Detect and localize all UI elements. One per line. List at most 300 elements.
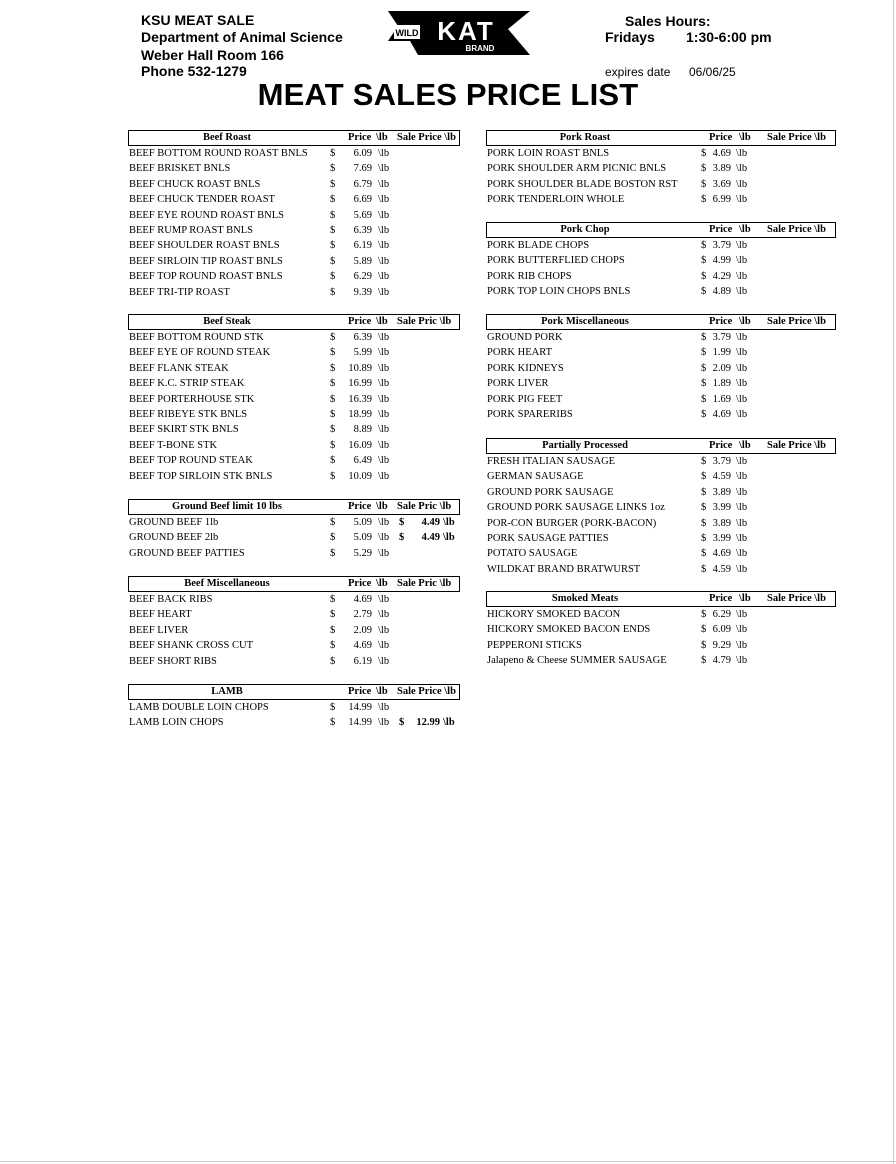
price-row bbox=[486, 345, 836, 360]
item-price: 6.69 bbox=[353, 194, 372, 206]
price-currency: $ bbox=[330, 393, 336, 405]
section-title: Pork Miscellaneous bbox=[541, 316, 629, 327]
price-currency: $ bbox=[701, 378, 707, 390]
item-name: GROUND PORK SAUSAGE bbox=[487, 486, 614, 498]
price-unit: \lb bbox=[736, 163, 748, 175]
price-row bbox=[128, 345, 460, 360]
unit-column-header: \lb bbox=[739, 316, 751, 327]
price-row bbox=[486, 330, 836, 345]
price-row bbox=[486, 546, 836, 561]
price-unit: \lb bbox=[378, 271, 390, 283]
price-currency: $ bbox=[330, 194, 336, 206]
price-column-header: Price bbox=[709, 224, 733, 235]
price-unit: \lb bbox=[378, 209, 390, 221]
item-name: FRESH ITALIAN SAUSAGE bbox=[487, 456, 616, 467]
section-title: Beef Miscellaneous bbox=[184, 578, 270, 589]
item-price: 1.69 bbox=[712, 393, 731, 405]
price-currency: $ bbox=[330, 594, 336, 605]
price-unit: \lb bbox=[736, 378, 748, 390]
item-price: 1.89 bbox=[712, 378, 731, 390]
item-name: BEEF PORTERHOUSE STK bbox=[129, 393, 255, 405]
price-currency: $ bbox=[330, 362, 336, 374]
item-name: PORK SAUSAGE PATTIES bbox=[487, 532, 609, 544]
header-phone: Phone 532-1279 bbox=[141, 63, 247, 79]
item-name: POTATO SAUSAGE bbox=[487, 548, 578, 560]
price-unit: \lb bbox=[378, 517, 390, 528]
section-title: Partially Processed bbox=[542, 440, 628, 451]
price-currency: $ bbox=[701, 408, 707, 420]
price-currency: $ bbox=[701, 332, 707, 343]
price-unit: \lb bbox=[378, 532, 390, 544]
sale-price: 4.49 bbox=[421, 517, 440, 528]
unit-column-header: \lb bbox=[739, 440, 751, 451]
price-currency: $ bbox=[701, 347, 707, 359]
price-unit: \lb bbox=[736, 270, 748, 282]
price-unit: \lb bbox=[378, 194, 390, 206]
header-org-name: KSU MEAT SALE bbox=[141, 12, 255, 28]
item-name: PORK RIB CHOPS bbox=[487, 270, 572, 282]
section-beef-roast bbox=[128, 130, 460, 300]
price-unit: \lb bbox=[378, 332, 390, 343]
unit-column-header: \lb bbox=[376, 316, 388, 327]
section-header bbox=[128, 499, 460, 515]
price-unit: \lb bbox=[378, 609, 390, 621]
item-name: GROUND PORK SAUSAGE LINKS 1oz bbox=[487, 502, 665, 514]
price-row bbox=[128, 530, 460, 545]
sale-unit: \lb bbox=[443, 717, 455, 729]
item-price: 3.89 bbox=[712, 163, 731, 175]
item-price: 9.39 bbox=[353, 286, 372, 298]
price-currency: $ bbox=[701, 148, 707, 159]
item-price: 5.29 bbox=[353, 547, 372, 559]
item-price: 10.89 bbox=[348, 362, 372, 374]
price-currency: $ bbox=[330, 224, 336, 236]
item-name: BEEF T-BONE STK bbox=[129, 439, 218, 451]
sale-price-column-header: Sale Pric \lb bbox=[397, 578, 452, 589]
item-price: 16.99 bbox=[348, 378, 372, 390]
price-row bbox=[128, 407, 460, 422]
item-name: BEEF TOP SIRLOIN STK BNLS bbox=[129, 470, 273, 482]
price-row bbox=[128, 285, 460, 300]
price-currency: $ bbox=[330, 655, 336, 667]
price-row bbox=[128, 422, 460, 437]
item-name: BEEF LIVER bbox=[129, 624, 189, 636]
price-unit: \lb bbox=[378, 455, 390, 467]
price-column-header: Price bbox=[348, 686, 372, 697]
price-unit: \lb bbox=[736, 332, 748, 343]
item-price: 6.79 bbox=[353, 178, 372, 190]
item-name: PORK TENDERLOIN WHOLE bbox=[487, 194, 625, 206]
price-currency: $ bbox=[701, 393, 707, 405]
section-title: Smoked Meats bbox=[551, 593, 619, 604]
item-price: 2.09 bbox=[353, 624, 372, 636]
price-unit: \lb bbox=[378, 347, 390, 359]
item-price: 2.79 bbox=[353, 609, 372, 621]
price-currency: $ bbox=[330, 286, 336, 298]
item-price: 4.59 bbox=[712, 563, 731, 575]
price-row bbox=[486, 192, 836, 207]
price-currency: $ bbox=[330, 332, 336, 343]
price-row bbox=[486, 161, 836, 176]
price-row bbox=[486, 516, 836, 531]
price-row bbox=[128, 546, 460, 561]
item-name: PORK LIVER bbox=[487, 378, 549, 390]
price-currency: $ bbox=[330, 547, 336, 559]
price-row bbox=[486, 376, 836, 391]
item-name: PORK SHOULDER BLADE BOSTON RST bbox=[487, 178, 678, 190]
price-currency: $ bbox=[701, 178, 707, 190]
item-name: BEEF K.C. STRIP STEAK bbox=[129, 378, 245, 390]
header-room: Weber Hall Room 166 bbox=[141, 47, 284, 63]
price-currency: $ bbox=[330, 408, 336, 420]
price-currency: $ bbox=[330, 424, 336, 436]
price-unit: \lb bbox=[736, 178, 748, 190]
page-edge-bottom bbox=[0, 1161, 896, 1162]
item-name: BEEF SIRLOIN TIP ROAST BNLS bbox=[129, 255, 283, 267]
price-unit: \lb bbox=[378, 178, 390, 190]
section-header bbox=[486, 130, 836, 146]
item-name: PORK HEART bbox=[487, 347, 552, 359]
price-unit: \lb bbox=[736, 286, 748, 298]
section-lamb bbox=[128, 684, 460, 731]
sale-price-column-header: Sale Price \lb bbox=[767, 440, 826, 451]
price-currency: $ bbox=[330, 717, 336, 729]
price-row bbox=[486, 638, 836, 653]
price-row bbox=[128, 161, 460, 176]
unit-column-header: \lb bbox=[376, 686, 388, 697]
price-row bbox=[486, 146, 836, 161]
item-price: 6.19 bbox=[353, 655, 372, 667]
price-row bbox=[486, 562, 836, 577]
price-unit: \lb bbox=[736, 393, 748, 405]
price-row bbox=[486, 284, 836, 299]
sales-hours-label: Sales Hours: bbox=[625, 13, 711, 29]
item-name: GROUND BEEF 1lb bbox=[129, 517, 219, 528]
item-name: GROUND PORK bbox=[487, 332, 563, 343]
section-title: Beef Roast bbox=[202, 132, 252, 143]
item-name: BEEF TOP ROUND ROAST BNLS bbox=[129, 271, 283, 283]
section-header bbox=[486, 591, 836, 607]
item-price: 5.09 bbox=[353, 517, 372, 528]
price-unit: \lb bbox=[378, 148, 390, 159]
logo-kat-text: KAT bbox=[437, 16, 495, 46]
item-name: LAMB DOUBLE LOIN CHOPS bbox=[129, 702, 269, 713]
item-name: LAMB LOIN CHOPS bbox=[129, 717, 224, 729]
price-column-header: Price bbox=[348, 132, 372, 143]
price-unit: \lb bbox=[378, 163, 390, 175]
item-price: 5.99 bbox=[353, 347, 372, 359]
wildkat-brand-logo bbox=[388, 11, 530, 55]
section-header bbox=[128, 576, 460, 592]
page-edge-right bbox=[893, 0, 894, 1164]
item-name: BEEF HEART bbox=[129, 609, 192, 621]
price-unit: \lb bbox=[736, 347, 748, 359]
logo-wild-text: WILD bbox=[395, 28, 419, 38]
section-pork-roast bbox=[486, 130, 836, 208]
item-price: 4.69 bbox=[353, 640, 372, 652]
price-unit: \lb bbox=[378, 439, 390, 451]
item-price: 3.79 bbox=[712, 240, 731, 251]
item-name: GROUND BEEF 2lb bbox=[129, 532, 219, 544]
item-price: 16.09 bbox=[348, 439, 372, 451]
price-row bbox=[128, 515, 460, 530]
price-row bbox=[486, 622, 836, 637]
item-price: 4.69 bbox=[353, 594, 372, 605]
price-row bbox=[128, 330, 460, 345]
item-price: 4.59 bbox=[712, 471, 731, 483]
price-row bbox=[128, 592, 460, 607]
item-price: 14.99 bbox=[348, 702, 372, 713]
item-name: PORK KIDNEYS bbox=[487, 362, 564, 374]
price-unit: \lb bbox=[378, 393, 390, 405]
price-unit: \lb bbox=[378, 362, 390, 374]
sale-currency: $ bbox=[399, 517, 405, 528]
sale-currency: $ bbox=[399, 717, 405, 729]
price-currency: $ bbox=[701, 194, 707, 206]
price-unit: \lb bbox=[736, 639, 748, 651]
price-row bbox=[128, 392, 460, 407]
price-currency: $ bbox=[701, 639, 707, 651]
item-price: 5.09 bbox=[353, 532, 372, 544]
sales-hours-day: Fridays bbox=[605, 29, 655, 45]
unit-column-header: \lb bbox=[376, 501, 388, 512]
item-name: BEEF SHORT RIBS bbox=[129, 655, 217, 667]
item-price: 6.09 bbox=[353, 148, 372, 159]
price-unit: \lb bbox=[378, 470, 390, 482]
price-currency: $ bbox=[701, 270, 707, 282]
price-currency: $ bbox=[701, 456, 707, 467]
price-row bbox=[128, 638, 460, 653]
section-pork-misc bbox=[486, 314, 836, 422]
price-currency: $ bbox=[701, 362, 707, 374]
item-name: HICKORY SMOKED BACON bbox=[487, 609, 621, 620]
item-price: 4.69 bbox=[712, 548, 731, 560]
item-price: 10.09 bbox=[348, 470, 372, 482]
price-currency: $ bbox=[330, 517, 336, 528]
item-price: 8.89 bbox=[353, 424, 372, 436]
price-unit: \lb bbox=[736, 408, 748, 420]
expires-label: expires date bbox=[605, 65, 671, 79]
price-currency: $ bbox=[701, 655, 707, 667]
price-currency: $ bbox=[330, 640, 336, 652]
sale-currency: $ bbox=[399, 532, 405, 544]
price-column-header: Price bbox=[348, 316, 372, 327]
price-currency: $ bbox=[701, 471, 707, 483]
item-name: BEEF BACK RIBS bbox=[129, 594, 213, 605]
price-row bbox=[128, 269, 460, 284]
item-price: 14.99 bbox=[348, 717, 372, 729]
item-name: BEEF SHOULDER ROAST BNLS bbox=[129, 240, 280, 252]
price-column-header: Price bbox=[709, 316, 733, 327]
price-unit: \lb bbox=[736, 194, 748, 206]
unit-column-header: \lb bbox=[739, 132, 751, 143]
price-currency: $ bbox=[701, 532, 707, 544]
price-column-header: Price bbox=[709, 593, 733, 604]
price-row bbox=[128, 254, 460, 269]
price-unit: \lb bbox=[378, 240, 390, 252]
item-price: 6.29 bbox=[353, 271, 372, 283]
price-row bbox=[128, 469, 460, 484]
price-currency: $ bbox=[330, 209, 336, 221]
logo-brand-text: BRAND bbox=[465, 44, 495, 53]
item-name: PORK PIG FEET bbox=[487, 393, 563, 405]
section-pork-chop bbox=[486, 222, 836, 300]
price-unit: \lb bbox=[736, 362, 748, 374]
price-unit: \lb bbox=[736, 563, 748, 575]
price-row bbox=[128, 177, 460, 192]
item-price: 6.99 bbox=[712, 194, 731, 206]
price-row bbox=[486, 454, 836, 469]
item-price: 4.79 bbox=[712, 655, 731, 667]
item-name: HICKORY SMOKED BACON ENDS bbox=[487, 624, 651, 636]
item-name: BEEF RUMP ROAST BNLS bbox=[129, 224, 253, 236]
price-unit: \lb bbox=[378, 408, 390, 420]
price-row bbox=[486, 392, 836, 407]
sale-price-column-header: Sale Pric \lb bbox=[397, 501, 452, 512]
price-row bbox=[128, 453, 460, 468]
price-row bbox=[128, 715, 460, 730]
item-price: 9.29 bbox=[712, 639, 731, 651]
item-name: PORK SHOULDER ARM PICNIC BNLS bbox=[487, 163, 667, 175]
item-name: WILDKAT BRAND BRATWURST bbox=[487, 563, 641, 575]
item-price: 4.69 bbox=[712, 148, 731, 159]
item-name: BEEF TRI-TIP ROAST bbox=[129, 286, 230, 298]
item-name: PORK LOIN ROAST BNLS bbox=[487, 148, 610, 159]
price-currency: $ bbox=[701, 486, 707, 498]
price-row bbox=[486, 500, 836, 515]
item-name: GERMAN SAUSAGE bbox=[487, 471, 584, 483]
price-unit: \lb bbox=[378, 702, 390, 713]
price-unit: \lb bbox=[736, 240, 748, 251]
price-unit: \lb bbox=[736, 655, 748, 667]
price-unit: \lb bbox=[378, 378, 390, 390]
item-price: 6.49 bbox=[353, 455, 372, 467]
price-unit: \lb bbox=[378, 624, 390, 636]
sale-unit: \lb bbox=[443, 532, 455, 544]
price-currency: $ bbox=[701, 563, 707, 575]
price-row bbox=[486, 238, 836, 253]
item-name: POR-CON BURGER (PORK-BACON) bbox=[487, 517, 657, 529]
item-price: 7.69 bbox=[353, 163, 372, 175]
item-name: PORK TOP LOIN CHOPS BNLS bbox=[487, 286, 631, 298]
price-currency: $ bbox=[701, 255, 707, 267]
sale-price-column-header: Sale Price \lb bbox=[397, 686, 456, 697]
price-unit: \lb bbox=[378, 594, 390, 605]
price-unit: \lb bbox=[378, 640, 390, 652]
section-title: Pork Chop bbox=[560, 224, 610, 235]
price-currency: $ bbox=[330, 624, 336, 636]
price-unit: \lb bbox=[736, 609, 748, 620]
section-header bbox=[486, 438, 836, 454]
price-currency: $ bbox=[330, 470, 336, 482]
price-currency: $ bbox=[330, 378, 336, 390]
section-beef-steak bbox=[128, 314, 460, 484]
item-name: BEEF BOTTOM ROUND ROAST BNLS bbox=[129, 148, 308, 159]
section-header bbox=[128, 314, 460, 330]
item-name: BEEF SKIRT STK BNLS bbox=[129, 424, 239, 436]
price-row bbox=[486, 485, 836, 500]
price-unit: \lb bbox=[378, 547, 390, 559]
price-unit: \lb bbox=[736, 456, 748, 467]
price-unit: \lb bbox=[736, 148, 748, 159]
item-name: BEEF EYE OF ROUND STEAK bbox=[129, 347, 271, 359]
price-row bbox=[486, 531, 836, 546]
item-price: 3.89 bbox=[712, 486, 731, 498]
unit-column-header: \lb bbox=[739, 593, 751, 604]
sale-price-column-header: Sale Price \lb bbox=[767, 316, 826, 327]
price-row bbox=[486, 607, 836, 622]
sale-unit: \lb bbox=[443, 517, 455, 528]
section-partially-processed bbox=[486, 438, 836, 577]
price-row bbox=[128, 623, 460, 638]
price-unit: \lb bbox=[736, 624, 748, 636]
sale-price-column-header: Sale Price \lb bbox=[397, 132, 456, 143]
unit-column-header: \lb bbox=[739, 224, 751, 235]
price-unit: \lb bbox=[378, 424, 390, 436]
item-price: 1.99 bbox=[712, 347, 731, 359]
header-department: Department of Animal Science bbox=[141, 29, 343, 45]
price-row bbox=[128, 361, 460, 376]
price-row bbox=[128, 192, 460, 207]
sale-price-column-header: Sale Price \lb bbox=[767, 224, 826, 235]
price-unit: \lb bbox=[378, 255, 390, 267]
price-row bbox=[486, 177, 836, 192]
price-unit: \lb bbox=[736, 548, 748, 560]
price-row bbox=[486, 269, 836, 284]
price-currency: $ bbox=[701, 163, 707, 175]
price-currency: $ bbox=[701, 624, 707, 636]
item-price: 18.99 bbox=[348, 408, 372, 420]
item-name: PORK BUTTERFLIED CHOPS bbox=[487, 255, 625, 267]
item-price: 4.29 bbox=[712, 270, 731, 282]
item-name: BEEF EYE ROUND ROAST BNLS bbox=[129, 209, 284, 221]
item-price: 2.09 bbox=[712, 362, 731, 374]
price-currency: $ bbox=[330, 532, 336, 544]
item-price: 16.39 bbox=[348, 393, 372, 405]
price-row bbox=[128, 208, 460, 223]
price-currency: $ bbox=[330, 255, 336, 267]
price-currency: $ bbox=[330, 271, 336, 283]
price-currency: $ bbox=[701, 609, 707, 620]
price-row bbox=[486, 407, 836, 422]
price-unit: \lb bbox=[736, 486, 748, 498]
item-name: BEEF BOTTOM ROUND STK bbox=[129, 332, 264, 343]
expires-date: 06/06/25 bbox=[689, 65, 736, 79]
section-ground-beef bbox=[128, 499, 460, 561]
price-currency: $ bbox=[330, 455, 336, 467]
price-column-header: Price bbox=[348, 501, 372, 512]
item-name: BEEF FLANK STEAK bbox=[129, 362, 229, 374]
section-smoked-meats bbox=[486, 591, 836, 669]
price-row bbox=[128, 438, 460, 453]
price-unit: \lb bbox=[378, 655, 390, 667]
price-row bbox=[486, 653, 836, 668]
section-title: LAMB bbox=[211, 686, 243, 697]
item-name: Jalapeno & Cheese SUMMER SAUSAGE bbox=[487, 655, 667, 667]
item-name: PORK BLADE CHOPS bbox=[487, 240, 590, 251]
price-currency: $ bbox=[701, 502, 707, 514]
price-currency: $ bbox=[330, 240, 336, 252]
section-header bbox=[128, 684, 460, 700]
item-price: 4.99 bbox=[712, 255, 731, 267]
section-header bbox=[486, 222, 836, 238]
sale-price: 12.99 bbox=[416, 717, 440, 729]
price-row bbox=[128, 238, 460, 253]
section-title: Beef Steak bbox=[203, 316, 251, 327]
price-unit: \lb bbox=[378, 286, 390, 298]
section-title: Ground Beef limit 10 lbs bbox=[171, 501, 283, 512]
price-row bbox=[128, 700, 460, 715]
